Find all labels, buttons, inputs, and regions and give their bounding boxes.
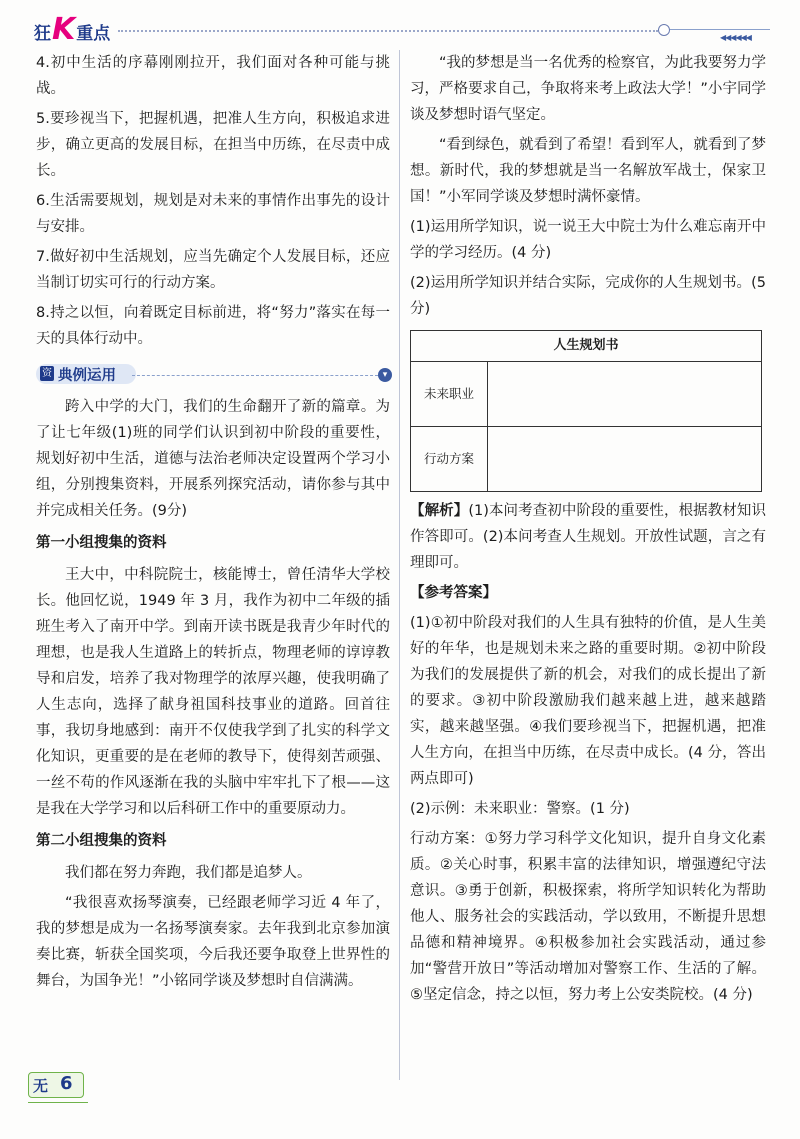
footer-logo-icon: 无 — [33, 1077, 49, 1095]
question-2: (2)运用所学知识并结合实际，完成你的人生规划书。(5 分) — [410, 275, 766, 317]
quote-xiaojun: “看到绿色，就看到了希望！看到军人，就看到了梦想。新时代，我的梦想就是当一名解放军战士，保家卫国！”小军同学谈及梦想时满怀豪情。 — [410, 137, 766, 205]
analysis-tag: 【解析】 — [410, 503, 469, 519]
header-circle-ornament — [658, 24, 670, 36]
banner-book-icon: 资 — [42, 368, 52, 379]
future-career-label: 未来职业 — [411, 362, 488, 427]
group2-quote-xiaoming: “我很喜欢扬琴演奏，已经跟老师学习近 4 年了，我的梦想是成为一名扬琴演奏家。去年我到北京参加演奏比赛，斩获全国奖项，今后我还要争取登上世界性的舞台，为国争光！”小铭同学谈及梦想时自信满满。 — [36, 895, 390, 989]
question-1: (1)运用所学知识，说一说王大中院士为什么难忘南开中学的学习经历。(4 分) — [410, 219, 766, 261]
logo-text-right: 重点 — [76, 24, 111, 44]
column-divider — [399, 50, 400, 1080]
header-dotted-rule — [118, 30, 658, 32]
header-rule-right — [670, 29, 770, 30]
point-5: 5.要珍视当下，把握机遇，把准人生方向，积极追求进步，确立更高的发展目标，在担当中历练，在尽责中成长。 — [36, 111, 390, 179]
future-career-cell[interactable] — [488, 362, 762, 427]
logo-text-left: 狂 — [34, 24, 51, 44]
point-8: 8.持之以恒，向着既定目标前进，将“努力”落实在每一天的具体行动中。 — [36, 305, 390, 347]
brand-logo — [34, 12, 111, 47]
answer-2-action-plan: 行动方案：①努力学习科学文化知识，提升自身文化素质。②关心时事，积累丰富的法律知识，增强遵纪守法意识。③勇于创新，积极探索，将所学知识转化为帮助他人、服务社会的实践活动，学以致用，不断提升思想品德和精神境界。④积极参加社会实践活动，通过参加“警营开放日”等活动增加对警察工作、生活的了解。⑤坚定信念，持之以恒，努力考上公安类院校。(4 分) — [410, 831, 766, 1003]
page-number-badge — [28, 1072, 86, 1098]
banner-dashed-rule — [132, 375, 378, 376]
plan-table-title: 人生规划书 — [411, 331, 762, 362]
point-7: 7.做好初中生活规划，应当先确定个人发展目标，还应当制订切实可行的行动方案。 — [36, 249, 390, 291]
analysis — [410, 498, 766, 576]
banner-title: 典例运用 — [58, 368, 116, 384]
action-plan-cell[interactable] — [488, 427, 762, 492]
quote-xiaoyu: “我的梦想是当一名优秀的检察官，为此我要努力学习，严格要求自己，争取将来考上政法大学！”小宇同学谈及梦想时语气坚定。 — [410, 55, 766, 123]
analysis-text: (1)本问考查初中阶段的重要性，根据教材知识作答即可。(2)本问考查人生规划。开放性试题，言之有理即可。 — [410, 503, 766, 571]
right-column — [410, 50, 766, 1012]
footer-rule — [28, 1102, 88, 1103]
logo-k: K — [52, 12, 76, 47]
group1-text: 王大中，中科院院士，核能博士，曾任清华大学校长。他回忆说，1949 年 3 月，我作为初中二年级的插班生考入了南开中学。到南开读书既是我青少年时代的理想，也是我人生道路上的转折点，物理老师的谆谆教导和启发，培养了我对物理学的浓厚兴趣，使我明确了人生志向，选择了献身祖国科技事业的道路。回首往事，我切身地感到：南开不仅使我学到了扎实的科学文化知识，更重要的是在老师的教导下，使得刻苦顽强、一丝不苟的作风逐渐在我的头脑中牢牢扎下了根——这是我在大学学习和以后科研工作中的重要原动力。 — [36, 567, 390, 817]
answer-1: (1)①初中阶段对我们的人生具有独特的价值，是人生美好的年华，也是规划未来之路的重要时期。②初中阶段为我们的发展提供了新的机会，对我们的成长提出了新的要求。③初中阶段激励我们越来越上进，越来越踏实，越来越坚强。④我们要珍视当下，把握机遇，把准人生方向，在担当中历练，在尽责中成长。(4 分，答出两点即可) — [410, 615, 766, 787]
group2-title: 第二小组搜集的资料 — [36, 833, 167, 849]
case-intro: 跨入中学的大门，我们的生命翻开了新的篇章。为了让七年级(1)班的同学们认识到初中阶段的重要性，规划好初中生活，道德与法治老师决定设置两个学习小组，分别搜集资料，开展系列探究活动，请你参与其中并完成相关任务。(9分) — [36, 399, 390, 519]
left-column — [36, 50, 390, 998]
header-arrows-ornament: ◀◀◀◀◀◀ — [720, 33, 751, 42]
answer-tag: 【参考答案】 — [410, 585, 497, 601]
group2-intro: 我们都在努力奔跑，我们都是追梦人。 — [65, 865, 312, 881]
point-4: 4.初中生活的序幕刚刚拉开，我们面对各种可能与挑战。 — [36, 55, 390, 97]
action-plan-label: 行动方案 — [411, 427, 488, 492]
point-6: 6.生活需要规划，规划是对未来的事情作出事先的设计与安排。 — [36, 193, 390, 235]
page-number: 6 — [60, 1073, 73, 1094]
group1-title: 第一小组搜集的资料 — [36, 535, 167, 551]
answer-2-example: (2)示例：未来职业：警察。(1 分) — [410, 801, 630, 817]
section-banner — [36, 360, 390, 388]
banner-chevron-icon: ▾ — [378, 368, 392, 382]
life-plan-table — [410, 330, 762, 492]
